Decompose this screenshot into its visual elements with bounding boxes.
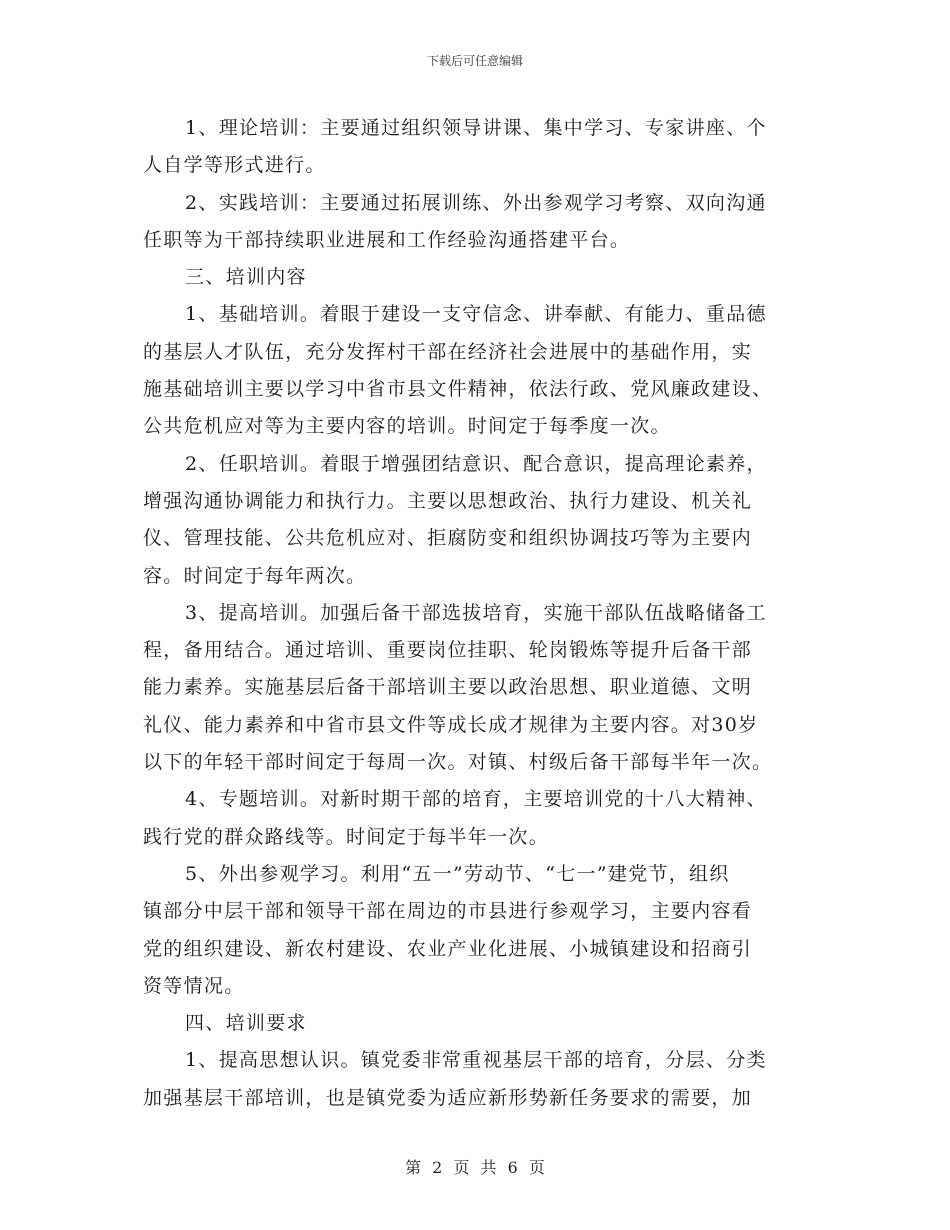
body-line: 仪、管理技能、公共危机应对、拒腐防变和组织协调技巧等为主要内 xyxy=(143,527,753,550)
section-heading: 三、培训内容 xyxy=(185,266,307,289)
body-line: 2、任职培训。着眼于增强团结意识、配合意识，提高理论素养， xyxy=(185,452,767,475)
body-line: 1、基础培训。着眼于建设一支守信念、讲奉献、有能力、重品德 xyxy=(185,303,767,326)
page-header: 下载后可任意编辑 xyxy=(426,54,523,68)
body-line: 4、专题培训。对新时期干部的培育，主要培训党的十八大精神、 xyxy=(185,788,767,811)
body-line: 5、外出参观学习。利用“五一”劳动节、“七一”建党节，组织 xyxy=(185,862,730,885)
body-line: 礼仪、能力素养和中省市县文件等成长成才规律为主要内容。对30岁 xyxy=(143,713,759,736)
section-heading: 四、培训要求 xyxy=(185,1012,307,1035)
body-line: 的基层人才队伍，充分发挥村干部在经济社会进展中的基础作用，实 xyxy=(143,340,753,363)
body-line: 公共危机应对等为主要内容的培训。时间定于每季度一次。 xyxy=(143,415,671,438)
body-line: 党的组织建设、新农村建设、农业产业化进展、小城镇建设和招商引 xyxy=(143,937,753,960)
body-line: 资等情况。 xyxy=(143,974,245,997)
body-line: 1、提高思想认识。镇党委非常重视基层干部的培育，分层、分类 xyxy=(185,1049,767,1072)
body-line: 镇部分中层干部和领导干部在周边的市县进行参观学习，主要内容看 xyxy=(143,900,753,923)
body-line: 1、理论培训：主要通过组织领导讲课、集中学习、专家讲座、个 xyxy=(185,117,767,139)
body-line: 施基础培训主要以学习中省市县文件精神，依法行政、党风廉政建设、 xyxy=(143,378,773,401)
body-line: 容。时间定于每年两次。 xyxy=(143,564,367,587)
body-line: 能力素养。实施基层后备干部培训主要以政治思想、职业道德、文明 xyxy=(143,676,753,699)
body-line: 任职等为干部持续职业进展和工作经验沟通搭建平台。 xyxy=(143,228,631,251)
body-line: 程，备用结合。通过培训、重要岗位挂职、轮岗锻炼等提升后备干部 xyxy=(143,639,753,662)
body-line: 践行党的群众路线等。时间定于每半年一次。 xyxy=(143,825,550,848)
body-line: 2、实践培训：主要通过拓展训练、外出参观学习考察、双向沟通 xyxy=(185,191,767,214)
body-line: 增强沟通协调能力和执行力。主要以思想政治、执行力建设、机关礼 xyxy=(143,489,753,512)
document-body xyxy=(143,110,813,1117)
page-number: 第 2 页 共 6 页 xyxy=(405,1158,545,1177)
body-line: 加强基层干部培训，也是镇党委为适应新形势新任务要求的需要，加 xyxy=(143,1086,753,1109)
body-line: 以下的年轻干部时间定于每周一次。对镇、村级后备干部每半年一次。 xyxy=(143,751,773,774)
body-line: 人自学等形式进行。 xyxy=(143,154,326,177)
body-line: 3、提高培训。加强后备干部选拔培育，实施干部队伍战略储备工 xyxy=(185,601,767,624)
